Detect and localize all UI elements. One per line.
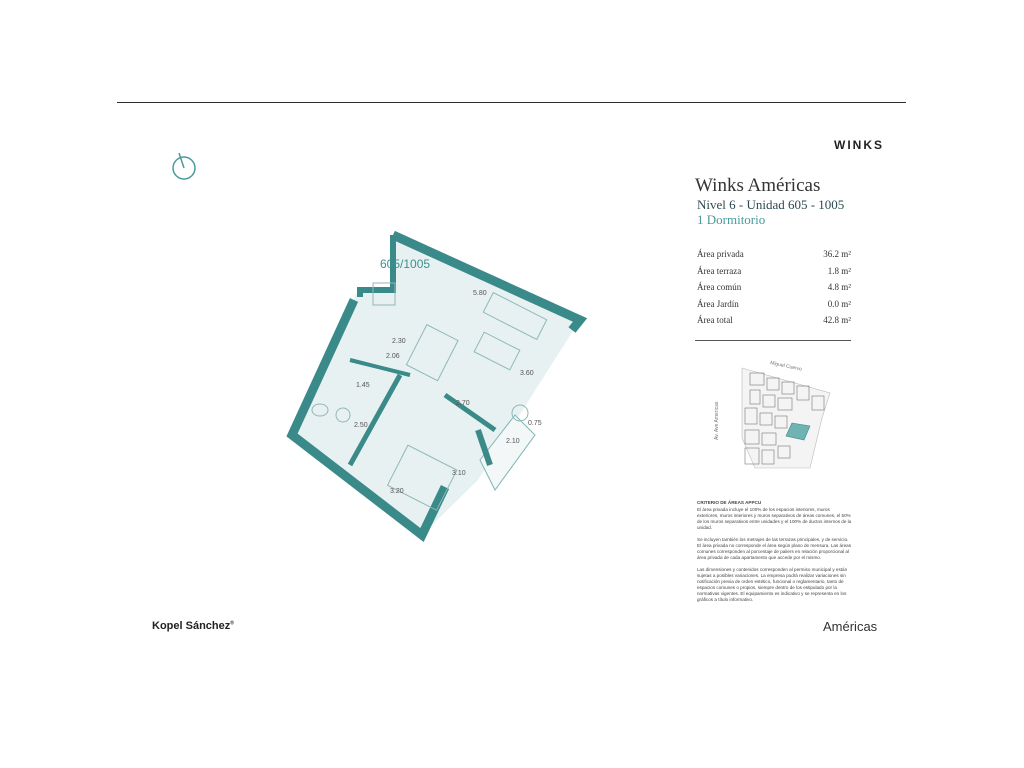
criteria-heading: CRITERIO DE ÁREAS APPCU [697,500,762,505]
project-title: Winks Américas [695,175,821,196]
area-value: 0.0 m² [827,298,851,309]
dim-label: 3.10 [452,470,466,477]
project-logo: Américas [823,619,878,634]
area-label: Área terraza [697,265,742,276]
area-value: 4.8 m² [827,282,851,292]
brand-logo: WINKS [834,138,884,152]
area-label: Área Jardín [697,298,739,309]
dim-label: 3.20 [390,488,404,495]
dim-label: 3.60 [520,370,534,377]
area-label: Área privada [697,249,744,259]
area-value: 1.8 m² [827,265,851,276]
area-row [697,249,851,266]
area-value: 42.8 m² [823,315,851,325]
area-row [697,299,851,316]
area-divider [695,340,851,341]
street-label-left: Av. Ave Americas [714,401,720,440]
dim-label: 1.45 [356,382,370,389]
floor-plan [280,225,590,545]
criteria-paragraph: Se incluyen también los metrajes de las terrazas principales, y de servicio. El área privada no corresponde el área según plano de mensura. Las áreas comunes corresponden al porcentaje de paliers en relación proporcional al área privada de cada apartamento que accede por el mismo. [697,537,851,560]
dim-label: 2.70 [456,400,470,407]
unit-label: 605/1005 [380,257,431,271]
area-criteria [697,500,852,609]
area-label: Área total [697,315,733,325]
area-row [697,266,851,283]
area-row [697,315,851,332]
room-count: 1 Dormitorio [697,212,766,227]
dim-label: 2.06 [386,353,400,360]
area-row [697,282,851,299]
area-label: Área común [697,282,742,292]
top-rule [117,102,906,103]
north-compass-icon [170,150,198,182]
registered-mark: ® [230,620,234,627]
dim-label: 5.80 [473,290,487,297]
street-label-top: Miguel Cuervo [769,360,803,373]
dim-label: 2.50 [354,422,368,429]
developer-logo [152,620,234,632]
dim-label: 2.30 [392,338,406,345]
developer-logo-text: Kopel Sánchez [152,620,231,632]
area-value: 36.2 m² [823,249,851,259]
area-table [697,249,851,332]
criteria-paragraph: El área privada incluye el 100% de los espacios interiores, muros exteriores, muros interiores y muros separativos de áreas comunes, el 50% de los muros separativos entre unidades y el 100% de ductos internos de la unidad. [697,507,852,530]
dim-label: 2.10 [506,438,520,445]
dim-label: 0.75 [528,420,542,427]
project-subtitle: Nivel 6 - Unidad 605 - 1005 [697,197,845,212]
location-map [700,348,850,473]
criteria-paragraph: Las dimensiones y contenidos corresponden al permiso municipal y están sujetas a posibles variaciones. La empresa podrá realizar variaciones sin notificación previa de orden estético, funcional o reglamentario, tanto de espacios comunes o propios, siempre dentro de los estipulado por la normativas vigentes. El equipamiento es indicativo y se representa en los gráficos a título informativo. [697,567,848,602]
